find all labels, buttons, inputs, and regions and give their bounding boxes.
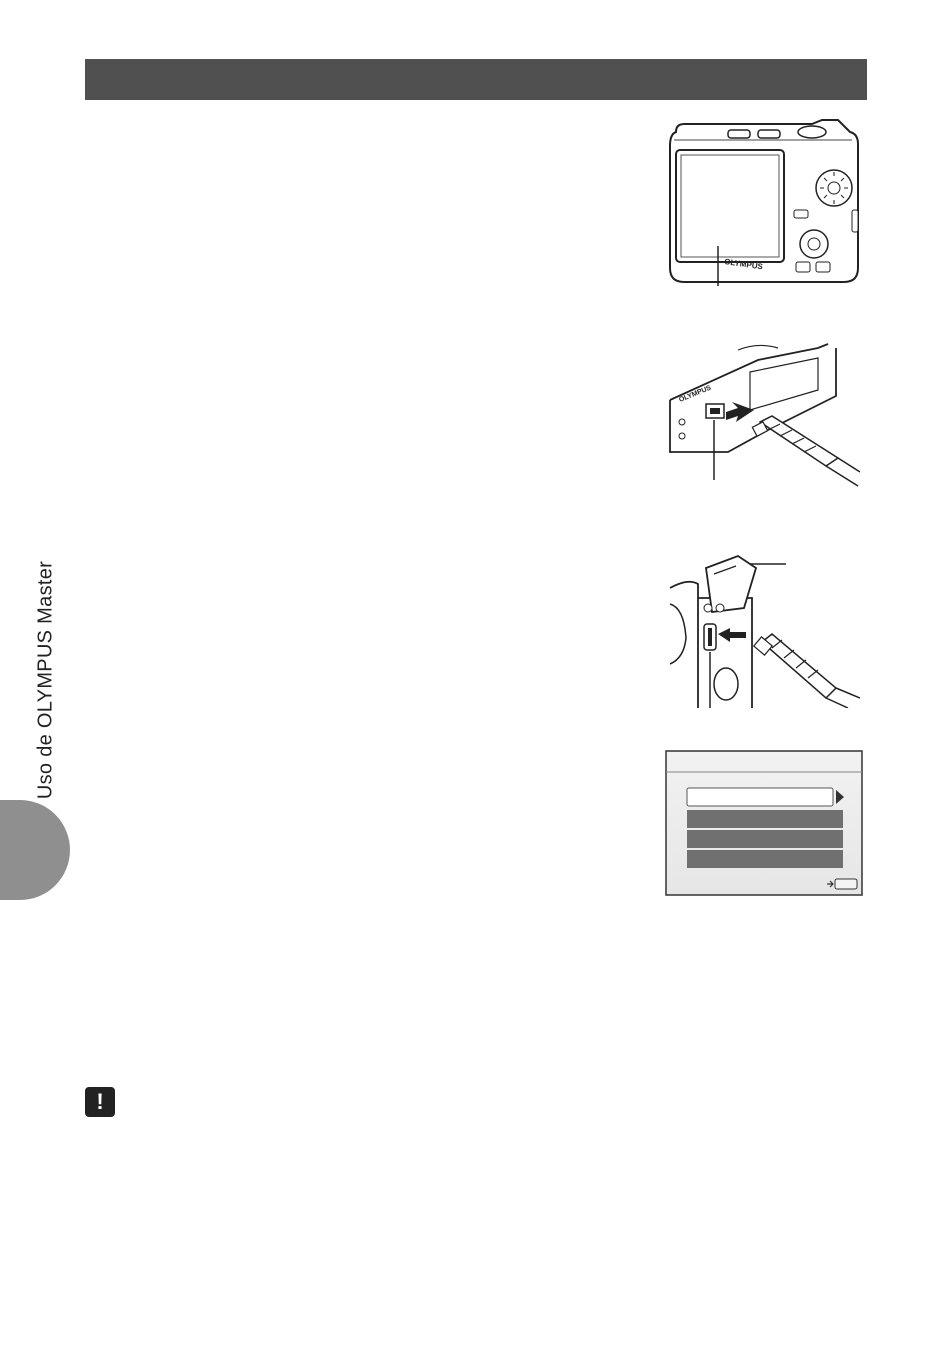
exclamation-icon: !: [85, 1087, 115, 1117]
usb-menu-screen-illustration: [665, 750, 863, 896]
usb-bottom-connection-illustration: [668, 340, 860, 492]
chapter-tab: [0, 800, 70, 900]
section-header-bar: [85, 59, 867, 100]
usb-side-connection-illustration: [668, 548, 860, 708]
camera-brand-text: OLYMPUS: [723, 257, 764, 272]
ok-button-indicator: [835, 879, 857, 889]
camera-back-illustration: [662, 118, 862, 288]
chapter-label: Uso de OLYMPUS Master: [34, 560, 57, 800]
cable-brand-text: OLYMPUS: [678, 384, 713, 404]
